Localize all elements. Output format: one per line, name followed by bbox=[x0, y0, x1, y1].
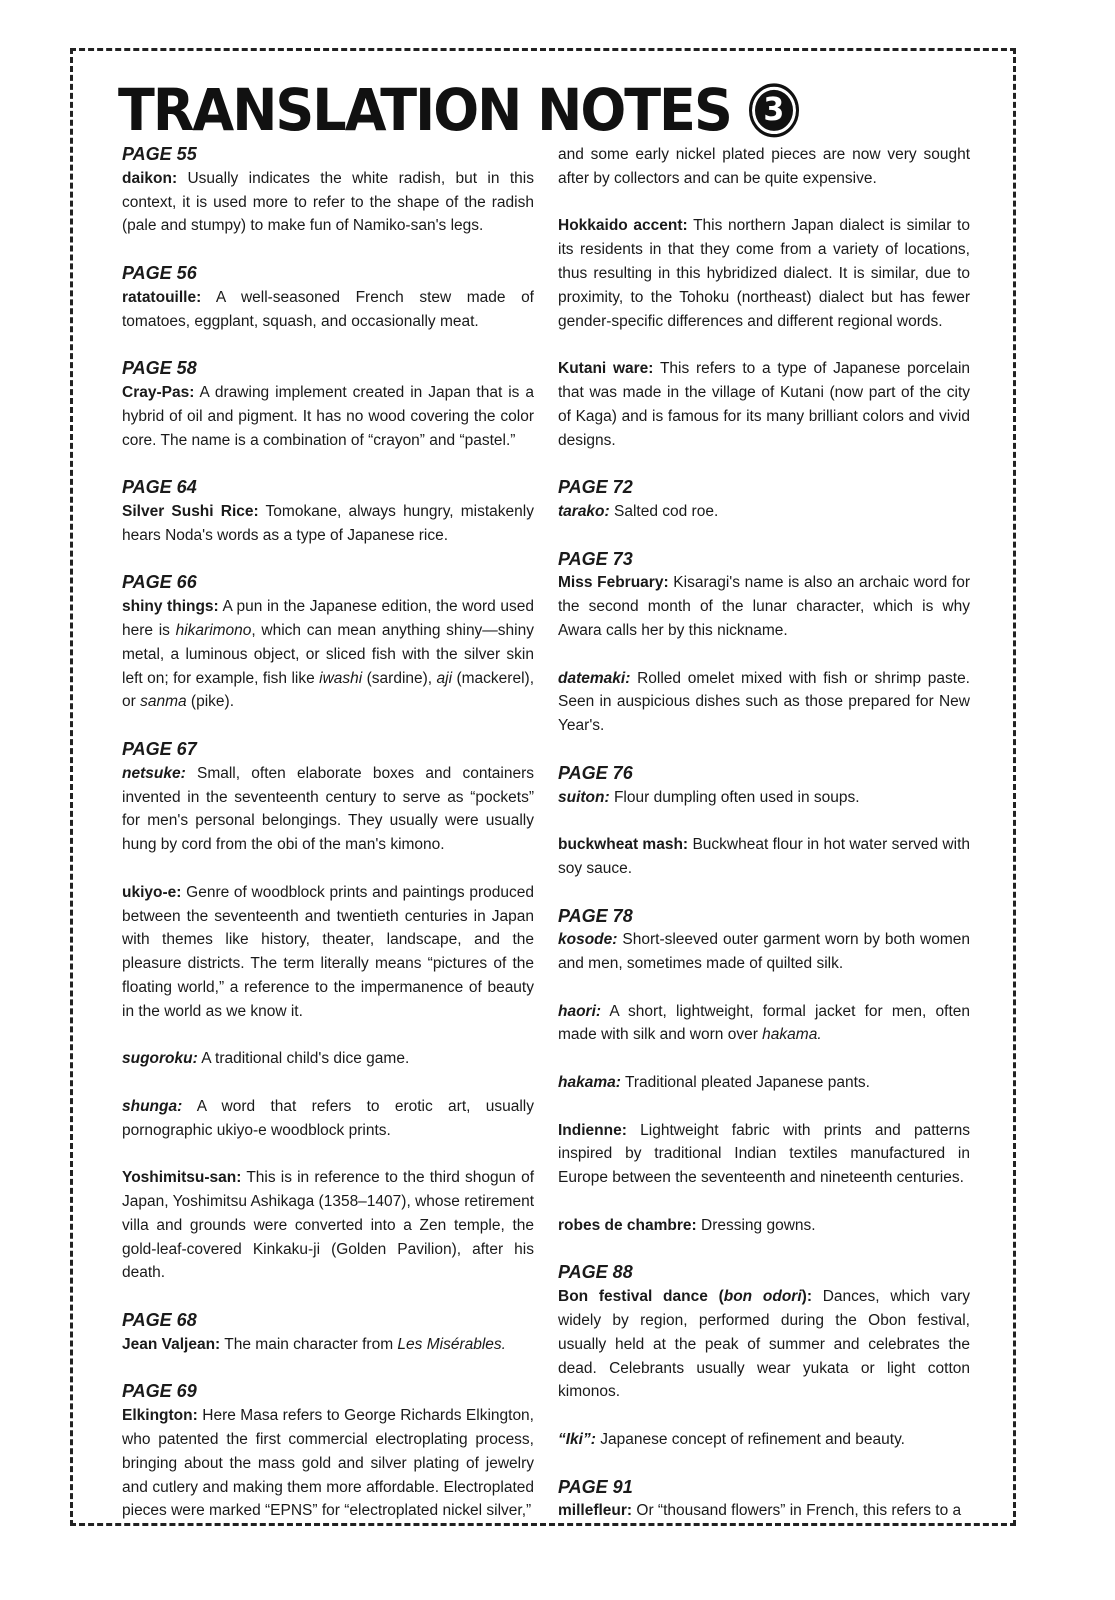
page-number-heading: PAGE 69 bbox=[122, 1381, 197, 1402]
glossary-entry bbox=[558, 833, 970, 881]
glossary-entry bbox=[122, 167, 534, 238]
glossary-entry bbox=[558, 786, 970, 810]
glossary-term: buckwheat mash: bbox=[558, 836, 689, 854]
glossary-entry bbox=[558, 571, 970, 642]
page-number-heading: PAGE 88 bbox=[558, 1262, 633, 1283]
page-number-heading: PAGE 72 bbox=[558, 477, 633, 498]
glossary-definition: Genre of woodblock prints and paintings produced between the seventeenth and twentieth centuries in Japan with themes like history, theater, landscape, and the pleasure districts. The term literally means “pictures of the floating world,” a reference to the impermanence of beauty in the world as we know it. bbox=[122, 883, 534, 1020]
glossary-definition: Buckwheat flour in hot water served with soy sauce. bbox=[558, 836, 971, 877]
glossary-entry bbox=[558, 214, 970, 333]
page-number-heading: PAGE 64 bbox=[122, 477, 197, 498]
page-title bbox=[118, 75, 799, 144]
glossary-definition: Japanese concept of refinement and beauty. bbox=[600, 1431, 905, 1449]
glossary-term: robes de chambre: bbox=[558, 1216, 697, 1234]
glossary-entry bbox=[122, 1047, 534, 1071]
glossary-entry bbox=[558, 1499, 970, 1523]
glossary-entry bbox=[122, 381, 534, 452]
title-number-badge: 3 bbox=[749, 83, 799, 137]
glossary-term: Jean Valjean: bbox=[122, 1335, 221, 1353]
glossary-definition: This is in reference to the third shogun of Japan, Yoshimitsu Ashikaga (1358–1407), whose retirement villa and grounds were converted into a Zen temple, the gold-leaf-covered Kinkaku-ji (Golden Pavilion), after his death. bbox=[122, 1169, 534, 1282]
glossary-definition: Rolled omelet mixed with fish or shrimp paste. Seen in auspicious dishes such as those prepared for New Year's. bbox=[558, 669, 970, 735]
glossary-term: Indienne: bbox=[558, 1121, 627, 1139]
glossary-term: Bon festival dance (bon odori): bbox=[558, 1288, 812, 1306]
glossary-entry bbox=[558, 1285, 970, 1404]
glossary-definition: Traditional pleated Japanese pants. bbox=[624, 1074, 870, 1092]
page-number-heading: PAGE 66 bbox=[122, 572, 197, 593]
glossary-entry bbox=[558, 1428, 970, 1452]
glossary-definition: This refers to a type of Japanese porcelain that was made in the village of Kutani (now part of the city of Kaga) and is famous for its many brilliant colors and vivid designs. bbox=[558, 360, 971, 449]
glossary-term: Miss February: bbox=[558, 574, 669, 592]
glossary-entry bbox=[558, 1214, 970, 1238]
glossary-entry bbox=[122, 1095, 534, 1143]
page-number-heading: PAGE 73 bbox=[558, 548, 633, 569]
title-text: TRANSLATION NOTES bbox=[118, 75, 731, 144]
glossary-entry bbox=[122, 1166, 534, 1285]
glossary-entry bbox=[558, 1119, 970, 1190]
glossary-entry bbox=[558, 667, 970, 738]
glossary-term: Elkington: bbox=[122, 1407, 198, 1425]
page-number-heading: PAGE 56 bbox=[122, 262, 197, 283]
glossary-entry bbox=[122, 595, 534, 714]
notes-column-right bbox=[558, 143, 970, 1523]
glossary-term: hakama: bbox=[558, 1074, 621, 1092]
glossary-term: Kutani ware: bbox=[558, 360, 654, 378]
glossary-term: netsuke: bbox=[122, 764, 186, 782]
page-number-heading: PAGE 91 bbox=[558, 1476, 633, 1497]
glossary-entry bbox=[122, 500, 534, 548]
glossary-term: kosode: bbox=[558, 931, 618, 949]
glossary-definition: A well-seasoned French stew made of tomatoes, eggplant, squash, and occasionally meat. bbox=[122, 288, 534, 330]
page-number-heading: PAGE 76 bbox=[558, 762, 633, 783]
glossary-term: ratatouille: bbox=[122, 288, 202, 306]
glossary-term: ukiyo-e: bbox=[122, 883, 182, 901]
glossary-definition: Here Masa refers to George Richards Elkington, who patented the first commercial electroplating process, bringing about the mass gold and silver plating of jewelry and cutlery and making them more affordable. Electroplated pieces were marked “EPNS” for “electroplated nickel silver,” bbox=[122, 1407, 534, 1520]
glossary-entry bbox=[558, 1000, 970, 1048]
glossary-term: sugoroku: bbox=[122, 1050, 198, 1068]
page-number-heading: PAGE 55 bbox=[122, 144, 197, 164]
glossary-term: datemaki: bbox=[558, 669, 631, 687]
glossary-entry bbox=[122, 286, 534, 334]
glossary-definition: and some early nickel plated pieces are now very sought after by collectors and can be quite expensive. bbox=[558, 146, 970, 187]
glossary-entry bbox=[558, 143, 970, 191]
glossary-entry bbox=[558, 500, 970, 524]
glossary-entry bbox=[122, 762, 534, 857]
notes-column-left bbox=[122, 143, 534, 1523]
glossary-term: shunga: bbox=[122, 1097, 183, 1115]
glossary-definition: A drawing implement created in Japan that is a hybrid of oil and pigment. It has no wood covering the color core. The name is a combination of “crayon” and “pastel.” bbox=[122, 383, 534, 449]
glossary-entry bbox=[122, 1404, 534, 1523]
glossary-definition: Or “thousand flowers” in French, this refers to a bbox=[636, 1502, 962, 1520]
glossary-definition: Dressing gowns. bbox=[701, 1216, 816, 1234]
glossary-definition: Salted cod roe. bbox=[614, 502, 719, 520]
glossary-definition: A pun in the Japanese edition, the word used here is hikarimono, which can mean anything shiny—shiny metal, a luminous object, or sliced fish with the silver skin left on; for example, fish like iwashi (sardine), aji (mackerel), or sanma (pike). bbox=[122, 598, 534, 711]
glossary-term: haori: bbox=[558, 1002, 602, 1020]
glossary-term: shiny things: bbox=[122, 598, 219, 616]
glossary-definition: Tomokane, always hungry, mistakenly hears Noda's words as a type of Japanese rice. bbox=[122, 502, 534, 544]
glossary-entry bbox=[558, 357, 970, 452]
glossary-definition: Flour dumpling often used in soups. bbox=[613, 788, 860, 806]
glossary-definition: This northern Japan dialect is similar to its residents in that they come from a variety of locations, thus resulting in this hybridized dialect. It is similar, due to proximity, to the Tohoku (northeast) dialect but has fewer gender-specific differences and different regional words. bbox=[558, 217, 970, 330]
glossary-term: tarako: bbox=[558, 502, 610, 520]
glossary-term: Yoshimitsu-san: bbox=[122, 1169, 242, 1187]
glossary-definition: Dances, which vary widely by region, performed during the Obon festival, usually held at the peak of summer and celebrates the dead. Celebrants usually wear yukata or light cotton kimonos. bbox=[558, 1288, 970, 1401]
glossary-term: “Iki”: bbox=[558, 1431, 596, 1449]
glossary-definition: A word that refers to erotic art, usually pornographic ukiyo-e woodblock prints. bbox=[122, 1097, 535, 1139]
glossary-entry bbox=[558, 1071, 970, 1095]
glossary-entry bbox=[122, 1333, 534, 1357]
glossary-definition: A short, lightweight, formal jacket for men, often made with silk and worn over hakama. bbox=[558, 1002, 971, 1044]
glossary-entry bbox=[122, 881, 534, 1024]
glossary-term: daikon: bbox=[122, 169, 178, 187]
glossary-definition: Short-sleeved outer garment worn by both women and men, sometimes made of quilted silk. bbox=[558, 931, 970, 973]
page-number-heading: PAGE 58 bbox=[122, 358, 197, 379]
glossary-definition: The main character from Les Misérables. bbox=[224, 1335, 506, 1353]
glossary-entry bbox=[558, 928, 970, 976]
glossary-definition: Small, often elaborate boxes and containers invented in the seventeenth century to serve as “pockets” for men's personal belongings. They usually were usually hung by cord from the obi of the man's kimono. bbox=[122, 764, 534, 854]
page-number-heading: PAGE 67 bbox=[122, 738, 197, 759]
glossary-term: Silver Sushi Rice: bbox=[122, 502, 259, 520]
glossary-definition: Kisaragi's name is also an archaic word for the second month of the lunar character, which is why Awara calls her by this nickname. bbox=[558, 574, 970, 639]
page-number-heading: PAGE 68 bbox=[122, 1310, 197, 1331]
glossary-term: Cray-Pas: bbox=[122, 383, 195, 401]
glossary-term: millefleur: bbox=[558, 1502, 633, 1520]
glossary-definition: Lightweight fabric with prints and patterns inspired by traditional Indian textiles manufactured in Europe between the seventeenth and nineteenth centuries. bbox=[558, 1121, 970, 1187]
glossary-term: suiton: bbox=[558, 788, 610, 806]
glossary-term: Hokkaido accent: bbox=[558, 217, 688, 235]
page-number-heading: PAGE 78 bbox=[558, 905, 633, 926]
glossary-definition: A traditional child's dice game. bbox=[201, 1050, 410, 1068]
glossary-definition: Usually indicates the white radish, but in this context, it is used more to refer to the shape of the radish (pale and stumpy) to make fun of Namiko-san's legs. bbox=[122, 169, 534, 235]
